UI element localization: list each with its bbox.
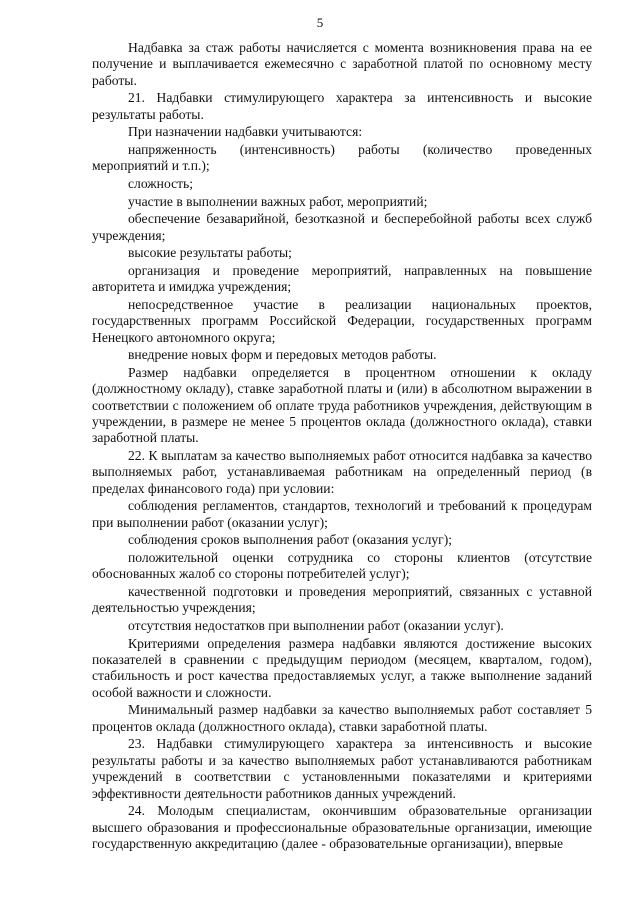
paragraph-10: непосредственное участие в реализации национальных проектов, государственных программ Российской Федерации, государственных программ Ненецкого автономного округа; (92, 296, 592, 345)
paragraph-18: отсутствия недостатков при выполнении работ (оказании услуг). (128, 618, 504, 633)
paragraph-1: Надбавка за стаж работы начисляется с момента возникновения права на ее получение и выплачивается ежемесячно с заработной платой по основному месту работы. (92, 40, 592, 88)
paragraph-22: 24. Молодым специалистам, окончившим образовательные организации высшего образования и профессиональные образовательные организации, имеющие государственную аккредитацию (далее - образовательные организации), впервые (92, 803, 592, 852)
paragraph-21: 23. Надбавки стимулирующего характера за интенсивность и высокие результаты работы и за качество выполняемых работ устанавливаются работникам учреждений в соответствии с установленными показателями и критериями эффективности деятельности работников данных учреждений. (92, 736, 592, 801)
paragraph-5: сложность; (128, 176, 194, 191)
paragraph-19: Критериями определения размера надбавки являются достижение высоких показателей в сравнении с предыдущим периодом (месяцем, кварталом, годом), стабильность и рост качества предоставляемых услуг, а также выполнение заданий особой важности и сложности. (92, 635, 592, 700)
paragraph-7: обеспечение безаварийной, безотказной и бесперебойной работы всех служб учреждения; (92, 211, 592, 243)
paragraph-14: соблюдения регламентов, стандартов, технологий и требований к процедурам при выполнении работ (оказании услуг); (92, 498, 592, 530)
paragraph-6: участие в выполнении важных работ, мероприятий; (128, 193, 428, 209)
paragraph-12: Размер надбавки определяется в процентном отношении к окладу (должностному окладу), ставке заработной платы и (или) в абсолютном выражении в соответствии с положением об оплате труда работников учреждения, действующим в учреждении, в размере не менее 5 процентов оклада (должностного оклада), ставки заработной платы. (92, 364, 592, 446)
paragraph-11: внедрение новых форм и передовых методов работы. (128, 347, 437, 363)
paragraph-13: 22. К выплатам за качество выполняемых работ относится надбавка за качество выполняемых работ, устанавливаемая работникам на определенный период (в пределах финансового года) при условии: (92, 448, 592, 496)
paragraph-9: организация и проведение мероприятий, направленных на повышение авторитета и имиджа учреждения; (92, 262, 592, 295)
paragraph-17: качественной подготовки и проведения мероприятий, связанных с уставной деятельностью учреждения; (92, 584, 592, 616)
paragraph-4: напряженность (интенсивность) работы (количество проведенных мероприятий и т.п.); (92, 142, 592, 174)
paragraph-16: положительной оценки сотрудника со стороны клиентов (отсутствие обоснованных жалоб со стороны потребителей услуг); (92, 550, 592, 582)
paragraph-3: При назначении надбавки учитываются: (128, 124, 363, 140)
paragraph-20: Минимальный размер надбавки за качество выполняемых работ составляет 5 процентов оклада (должностного оклада), ставки заработной платы. (92, 702, 592, 734)
paragraph-2: 21. Надбавки стимулирующего характера за интенсивность и высокие результаты работы. (92, 90, 592, 122)
page-number: 5 (316, 15, 324, 30)
paragraph-15: соблюдения сроков выполнения работ (оказания услуг); (128, 532, 453, 548)
document-body (92, 40, 592, 852)
paragraph-8: высокие результаты работы; (128, 245, 292, 261)
